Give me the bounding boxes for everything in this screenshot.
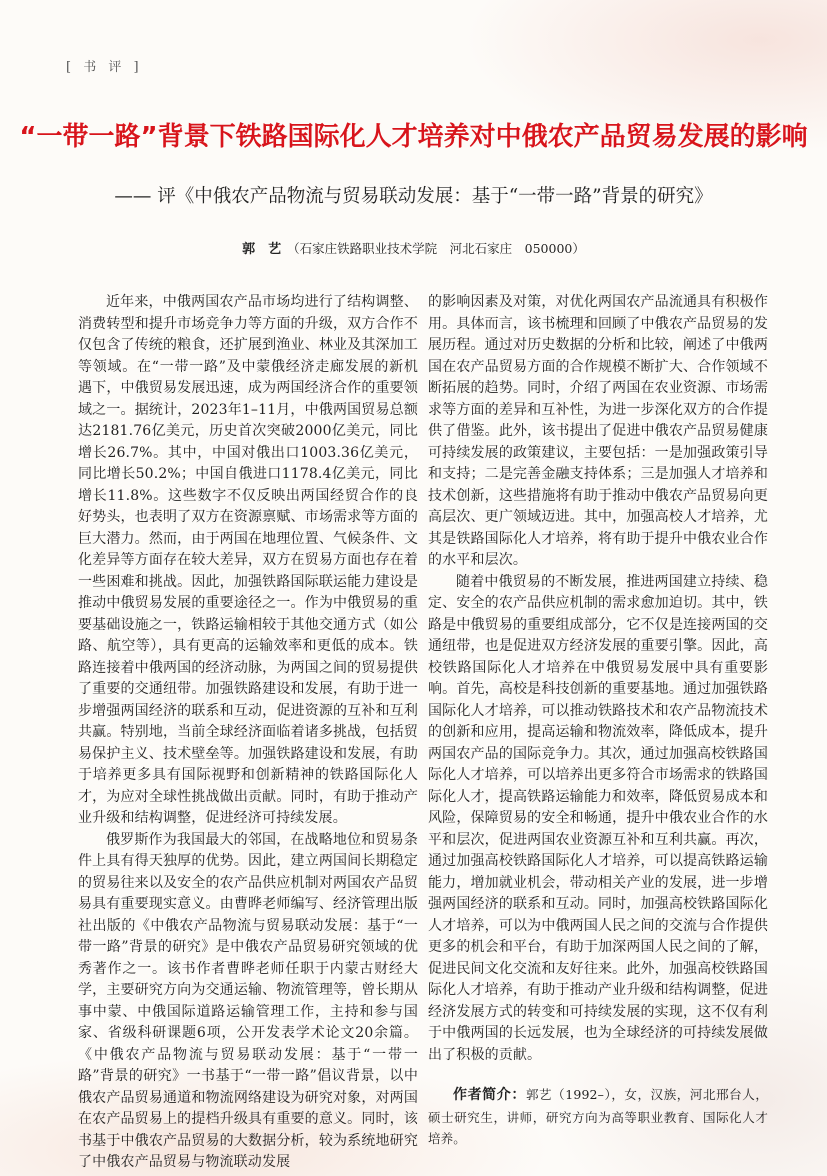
body-paragraph-continued: 的影响因素及对策，对优化两国农产品流通具有积极作用。具体而言，该书梳理和回顾了中俄农产品贸易的发展历程。通过对历史数据的分析和比较，阐述了中俄两国在农产品贸易方面的合作规模不断扩大、合作领域不断拓展的趋势。同时，介绍了两国在农业资源、市场需求等方面的差异和互补性，为进一步深化双方的合作提供了借鉴。此外，该书提出了促进中俄农产品贸易健康可持续发展的政策建议，主要包括：一是加强政策引导和支持；二是完善金融支持体系；三是加强人才培养和技术创新，这些措施将有助于推动中俄农产品贸易向更高层次、更广领域迈进。其中，加强高校人才培养，尤其是铁路国际化人才培养，将有助于提升中俄农业合作的水平和层次。 (428, 294, 768, 568)
right-column (428, 292, 768, 1150)
body-paragraph: 近年来，中俄两国农产品市场均进行了结构调整、消费转型和提升市场竞争力等方面的升级，双方合作不仅包含了传统的粮食，还扩展到渔业、林业及其深加工等领域。在“一带一路”及中蒙俄经济走廊发展的新机遇下，中俄贸易发展迅速，成为两国经济合作的重要领域之一。据统计，2023年1–11月，中俄两国贸易总额达2181.76亿美元，历史首次突破2000亿美元，同比增长26.7%。其中，中国对俄出口1003.36亿美元，同比增长50.2%；中国自俄进口1178.4亿美元，同比增长11.8%。这些数字不仅反映出两国经贸合作的良好势头，也表明了双方在资源禀赋、市场需求等方面的巨大潜力。然而，由于两国在地理位置、气候条件、文化差异等方面存在较大差异，双方在贸易方面也存在着一些困难和挑战。因此，加强铁路国际联运能力建设是推动中俄贸易发展的重要途径之一。作为中俄贸易的重要基础设施之一，铁路运输相较于其他交通方式（如公路、航空等），具有更高的运输效率和更低的成本。铁路连接着中俄两国的经济动脉，为两国之间的贸易提供了重要的交通纽带。加强铁路建设和发展，有助于进一步增强两国经济的联系和互动，促进资源的互补和互利共赢。特别地，当前全球经济面临着诸多挑战，包括贸易保护主义、技术壁垒等。加强铁路建设和发展，有助于培养更多具有国际视野和创新精神的铁路国际化人才，为应对全球性挑战做出贡献。同时，有助于推动产业升级和结构调整，促进经济可持续发展。 (78, 294, 418, 826)
author-bio-label: 作者简介： (453, 1087, 526, 1103)
body-paragraph: 俄罗斯作为我国最大的邻国，在战略地位和贸易条件上具有得天独厚的优势。因此，建立两国间长期稳定的贸易往来以及安全的农产品供应机制对两国农产品贸易具有重要现实意义。由曹晔老师编写、经济管理出版社出版的《中俄农产品物流与贸易联动发展：基于“一带一路”背景的研究》是中俄农产品贸易研究领域的优秀著作之一。该书作者曹晔老师任职于内蒙古财经大学，主要研究方向为交通运输、物流管理等，曾长期从事中蒙、中俄国际道路运输管理工作，主持和参与国家、省级科研课题6项，公开发表学术论文20余篇。《中俄农产品物流与贸易联动发展：基于“一带一路”背景的研究》一书基于“一带一路”倡议背景，以中俄农产品贸易通道和物流网络建设为研究对象，对两国在农产品贸易上的提档升级具有重要的意义。同时，该书基于中俄农产品贸易的大数据分析，较为系统地研究了中俄农产品贸易与物流联动发展 (78, 831, 418, 1170)
author-name: 郭 艺 (242, 242, 282, 257)
author-line (0, 238, 827, 257)
body-paragraph: 随着中俄贸易的不断发展，推进两国建立持续、稳定、安全的农产品供应机制的需求愈加迫切。其中，铁路是中俄贸易的重要组成部分，它不仅是连接两国的交通纽带，也是促进双方经济发展的重要引擎。因此，高校铁路国际化人才培养在中俄贸易发展中具有重要影响。首先，高校是科技创新的重要基地。通过加强铁路国际化人才培养，可以推动铁路技术和农产品物流技术的创新和应用，提高运输和物流效率，降低成本，提升两国农产品的国际竞争力。其次，通过加强高校铁路国际化人才培养，可以培养出更多符合市场需求的铁路国际化人才，提高铁路运输能力和效率，降低贸易成本和风险，保障贸易的安全和畅通，提升中俄农业合作的水平和层次，促进两国农业资源互补和互利共赢。再次，通过加强高校铁路国际化人才培养，可以提高铁路运输能力，增加就业机会，带动相关产业的发展，进一步增强两国经济的联系和互动。同时，加强高校铁路国际化人才培养，可以为中俄两国人民之间的交流与合作提供更多的机会和平台，有助于加深两国人民之间的了解，促进民间文化交流和友好往来。此外，加强高校铁路国际化人才培养，有助于推动产业升级和结构调整，促进经济发展方式的转变和可持续发展的实现，这不仅有利于中俄两国的长远发展，也为全球经济的可持续发展做出了积极的贡献。 (428, 573, 768, 1063)
article-subtitle: —— 评《中俄农产品物流与贸易联动发展：基于“一带一路”背景的研究》 (114, 186, 713, 207)
article-title: “一带一路”背景下铁路国际化人才培养对中俄农产品贸易发展的影响 (19, 122, 808, 152)
author-bio-text: 郭艺（1992–），女，汉族，河北邢台人，硕士研究生，讲师，研究方向为高等职业教育、国际化人才培养。 (428, 1087, 769, 1146)
author-affiliation: （石家庄铁路职业技术学院 河北石家庄 050000） (287, 241, 585, 256)
left-column (78, 292, 418, 1174)
section-tag: [ 书 评 ] (66, 60, 143, 75)
author-bio (428, 1084, 768, 1150)
